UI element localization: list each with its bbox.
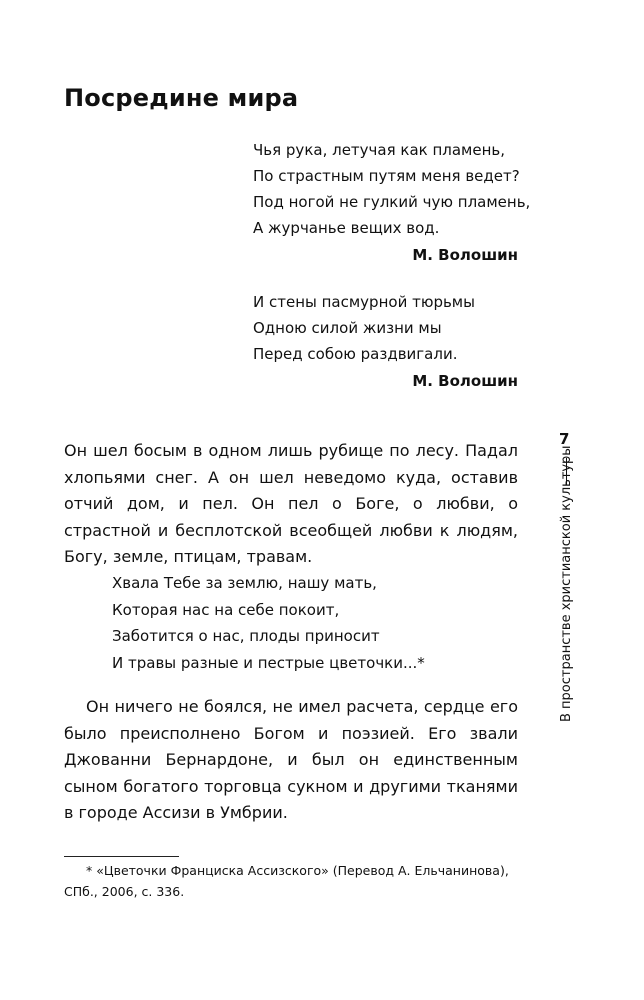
epigraph-2 <box>253 289 518 394</box>
quote-line: Заботится о нас, плоды приносит <box>112 627 380 645</box>
quote-line: И травы разные и пестрые цветочки...* <box>112 653 425 672</box>
footnote-divider <box>64 856 179 857</box>
epigraph-line: Одною силой жизни мы <box>253 319 442 337</box>
body-paragraph: Он шел босым в одном лишь рубище по лесу. Падал хлопьями снег. А он шел неведомо куда, оставив отчий дом, и пел. Он пел о Боге, о любви, о страстной и бесплотской всеобщей любви к людям, Богу, земле, птицам, травам. <box>64 441 518 566</box>
epigraph-line: По страстным путям меня ведет? <box>253 167 520 185</box>
epigraph-line: Чья рука, летучая как пламень, <box>253 141 506 159</box>
epigraph-line: Перед собою раздвигали. <box>253 345 458 363</box>
epigraph-author: М. Волошин <box>412 246 518 264</box>
page-title: Посредине мира <box>64 84 299 112</box>
epigraph-line: А журчанье вещих вод. <box>253 219 440 237</box>
running-head: В пространстве христианской культуры <box>559 445 574 722</box>
epigraph-author: М. Волошин <box>412 372 518 390</box>
epigraph-line: И стены пасмурной тюрьмы <box>253 293 475 311</box>
body-paragraph: Он ничего не боялся, не имел расчета, сердце его было преисполнено Богом и поэзией. Его звали Джованни Бернардоне, и был он единственным сыном богатого торговца сукном и другими тканями в городе Ассизи в Умбрии. <box>64 697 518 822</box>
quote-line: Хвала Тебе за землю, нашу мать, <box>112 574 377 592</box>
epigraph-1 <box>253 137 531 268</box>
epigraph-line: Под ногой не гулкий чую пламень, <box>253 193 531 211</box>
footnote: * «Цветочки Франциска Ассизского» (Перевод А. Ельчанинова), СПб., 2006, с. 336. <box>64 863 509 899</box>
page-number: 7 <box>559 430 570 448</box>
verse-quote <box>112 570 425 676</box>
quote-line: Которая нас на себе покоит, <box>112 600 340 619</box>
